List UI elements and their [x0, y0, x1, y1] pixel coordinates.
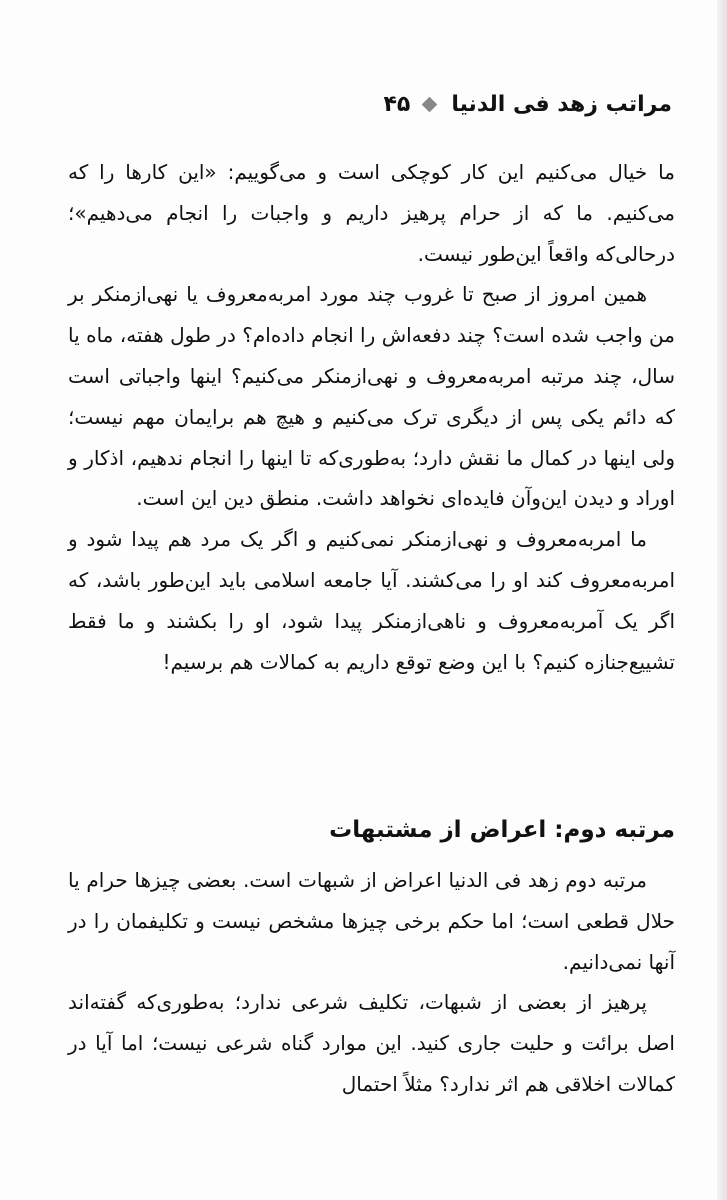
- body-text-after-heading: [68, 860, 675, 1105]
- running-title: مراتب زهد فی الدنیا: [451, 91, 672, 117]
- paragraph: ما امربه‌معروف و نهی‌ازمنکر نمی‌کنیم و اگر یک مرد هم پیدا شود و امربه‌معروف کند او را می‌کشند. آیا جامعه اسلامی باید این‌طور باشد، که اگر یک آمربه‌معروف و ناهی‌ازمنکر پیدا شود، او را بکشند و ما فقط تشییع‌جنازه کنیم؟ با این وضع توقع داریم به کمالات هم برسیم!: [68, 527, 675, 674]
- paragraph: پرهیز از بعضی از شبهات، تکلیف شرعی ندارد؛ به‌طوری‌که گفته‌اند اصل برائت و حلیت جاری کنید. این موارد گناه شرعی نیست؛ اما آیا در کمالات اخلاقی هم اثر ندارد؟ مثلاً احتمال: [68, 990, 675, 1096]
- diamond-ornament-icon: [422, 96, 438, 112]
- paragraph: ما خیال می‌کنیم این کار کوچکی است و می‌گوییم: «این کارها را که می‌کنیم. ما که از حرام پرهیز داریم و واجبات را انجام می‌دهیم»؛ درحالی‌که واقعاً این‌طور نیست.: [68, 160, 675, 266]
- page-number: ۴۵: [383, 91, 411, 117]
- page-header: [72, 84, 672, 124]
- body-text-before-heading: [68, 152, 675, 682]
- paragraph: مرتبه دوم زهد فی الدنیا اعراض از شبهات است. بعضی چیزها حرام یا حلال قطعی است؛ اما حکم برخی چیزها مشخص نیست و تکلیفمان را در آنها نمی‌دانیم.: [68, 868, 675, 974]
- section-heading: مرتبه دوم: اعراض از مشتبهات: [329, 817, 675, 843]
- paragraph: همین امروز از صبح تا غروب چند مورد امربه‌معروف یا نهی‌ازمنکر بر من واجب شده است؟ چند دفعه‌اش را انجام داده‌ام؟ در طول هفته، ماه یا سال، چند مرتبه امربه‌معروف و نهی‌ازمنکر می‌کنیم؟ اینها واجباتی است که دائم یکی پس از دیگری ترک می‌کنیم و هیچ هم برایمان مهم نیست؛ ولی اینها در کمال ما نقش دارد؛ به‌طوری‌که تا اینها را انجام ندهیم، اذکار و اوراد و دیدن این‌وآن فایده‌ای نخواهد داشت. منطق دین این است.: [68, 282, 675, 511]
- page-edge-shadow: [717, 0, 727, 1200]
